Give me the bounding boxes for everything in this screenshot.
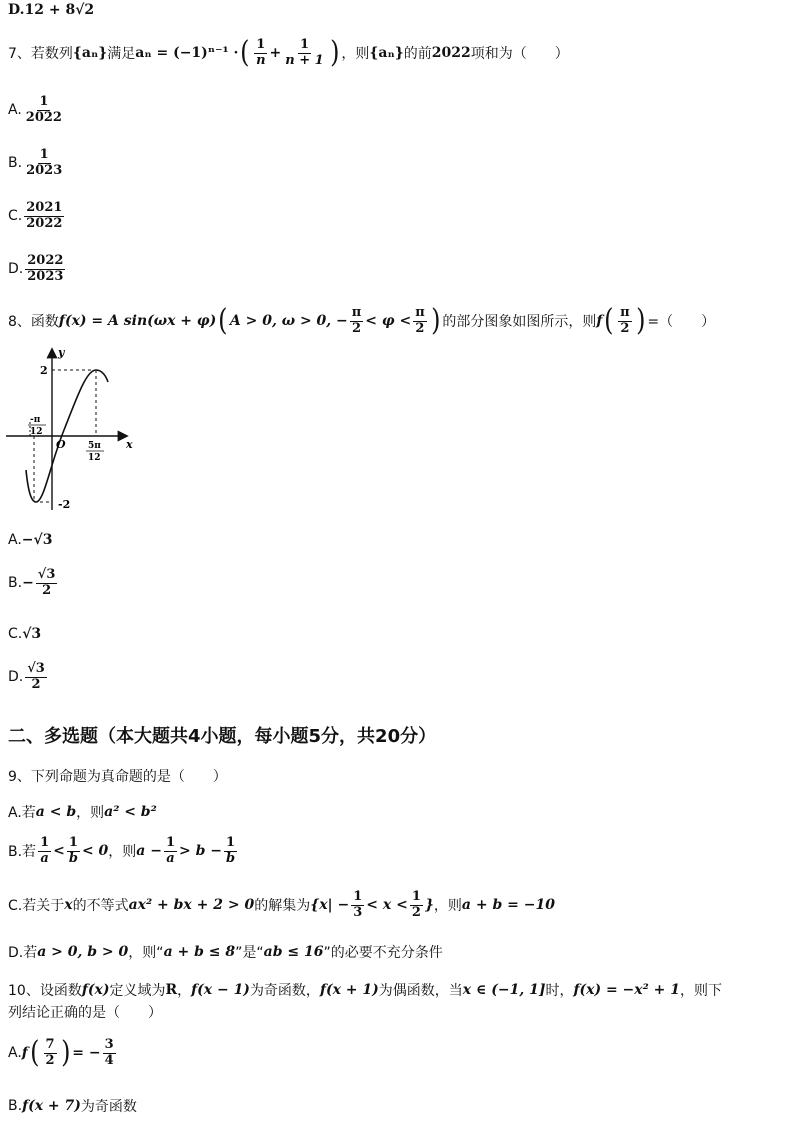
option-math: = − <box>72 1045 101 1062</box>
origin-label: O <box>56 438 66 451</box>
q9-option-d <box>8 942 443 962</box>
q8-number: 8、 <box>8 314 31 331</box>
q7-frac1 <box>254 38 267 69</box>
option-math: > b − <box>179 843 223 860</box>
frac-den: 2 <box>352 320 362 336</box>
option-sign: − <box>22 575 34 592</box>
q8-option-c <box>8 626 41 642</box>
option-text: 的解集为 <box>254 898 311 915</box>
q10-stem-line2 <box>8 1002 162 1022</box>
q8-option-d <box>8 662 49 693</box>
y-label: y <box>58 346 65 359</box>
option-label: B. <box>8 155 23 172</box>
frac-den: 2022 <box>26 215 63 231</box>
option-text: 的不等式 <box>72 898 129 915</box>
option-math: a + b ≤ 8 <box>163 944 236 960</box>
option-text: 为奇函数 <box>80 1099 137 1115</box>
q10-number: 10、 <box>8 983 40 999</box>
q10-text: 设函数 <box>39 983 82 999</box>
option-value: −√3 <box>21 532 53 548</box>
q8-text: =（ ） <box>647 314 716 331</box>
frac-num: 3 <box>104 1037 114 1052</box>
q8-frac-pi-2 <box>350 306 364 337</box>
q7-seq: {aₙ} <box>72 45 108 62</box>
q10-text: 列结论正确的是（ ） <box>8 1005 162 1021</box>
left-paren: ( <box>218 303 228 339</box>
option-math: {x| − <box>310 897 350 914</box>
frac-1-b <box>224 836 237 867</box>
frac-den: 2 <box>411 904 421 920</box>
option-text: ”的必要不充分条件 <box>323 945 443 961</box>
frac-den: 2 <box>31 676 41 692</box>
left-paren: ( <box>29 1035 40 1071</box>
frac-den: 2023 <box>26 162 63 178</box>
q7-option-b <box>8 148 66 179</box>
option-label: A. <box>8 102 22 119</box>
frac-num: 1 <box>39 94 49 109</box>
q8-condition: < φ < <box>365 313 412 330</box>
q7-option-a <box>8 95 66 126</box>
option-text: ，则 <box>433 898 462 915</box>
option-math: a² < b² <box>104 804 157 820</box>
option-math: ab ≤ 16 <box>263 944 324 960</box>
q6-option-d-text: D.12 + 8√2 <box>8 2 95 18</box>
frac-den: 2 <box>45 1052 55 1068</box>
frac-1-3 <box>351 890 364 921</box>
frac-num: 1 <box>256 37 266 52</box>
q8-condition: A > 0, ω > 0, − <box>229 313 348 330</box>
option-value: √3 <box>22 626 42 642</box>
option-label: B. <box>8 575 23 592</box>
option-label: B. <box>8 1098 23 1114</box>
option-label: D. <box>8 261 24 278</box>
q8-function: f(x) = A sin(ωx + φ) <box>58 313 217 330</box>
option-text: ，则 <box>108 844 137 861</box>
section-heading: 二、多选题（本大题共4小题，每小题5分，共20分） <box>8 726 437 747</box>
option-math: a + b = −10 <box>461 897 555 914</box>
option-label: A. <box>8 532 22 548</box>
option-label: A. <box>8 1045 22 1062</box>
q7-text: 若数列 <box>30 46 73 63</box>
frac-den: n + 1 <box>285 52 324 68</box>
q10-option-a <box>8 1035 118 1071</box>
frac-num: 7 <box>45 1037 55 1052</box>
q7-seq: {aₙ} <box>369 45 404 62</box>
q9-option-a <box>8 802 157 822</box>
q7-option-c <box>8 201 66 232</box>
option-text: ，则“ <box>128 945 164 961</box>
pos-tick-num: 5π <box>88 441 101 451</box>
q10-math: x ∈ (−1, 1] <box>462 982 546 998</box>
right-paren: ) <box>430 303 441 339</box>
frac-num: √3 <box>27 661 45 676</box>
q8-option-b <box>8 568 59 599</box>
frac-1-b <box>67 836 80 867</box>
frac-den: a <box>166 850 175 866</box>
option-label: C.若关于 <box>8 898 65 915</box>
frac-num: 1 <box>226 835 236 850</box>
pos-tick-den: 12 <box>88 453 101 463</box>
q8-frac-pi-2 <box>413 306 427 337</box>
q7-option-d <box>8 254 67 285</box>
option-text: ”是“ <box>235 945 264 961</box>
y-min-label: -2 <box>58 498 71 511</box>
q10-option-b <box>8 1096 137 1116</box>
option-text: ，则 <box>76 805 105 821</box>
frac-num: 1 <box>68 835 78 850</box>
q7-text: ，则 <box>341 46 370 63</box>
q8-text: 的部分图象如图所示，则 <box>442 314 597 331</box>
frac-1-a <box>164 836 177 867</box>
q8-stem <box>8 303 716 339</box>
neg-tick-num: -π <box>30 415 41 425</box>
frac-den: 2 <box>42 582 52 598</box>
q9-text: 下列命题为真命题的是（ ） <box>30 769 227 785</box>
option-label: A.若 <box>8 805 36 821</box>
frac-7-2 <box>44 1038 57 1069</box>
q10-text: 为偶函数，当 <box>378 983 463 999</box>
q8-text: 函数 <box>30 314 59 331</box>
q10-math: f(x) <box>81 982 110 998</box>
option-frac <box>25 254 65 285</box>
option-label: B.若 <box>8 844 37 861</box>
option-math: a < b <box>35 804 77 820</box>
frac-3-4 <box>103 1038 116 1069</box>
right-paren: ) <box>60 1035 71 1071</box>
frac-den: 3 <box>353 904 363 920</box>
y-max-label: 2 <box>40 364 48 377</box>
frac-num: π <box>620 305 630 320</box>
option-frac <box>24 148 64 179</box>
q8-option-a <box>8 532 52 548</box>
neg-tick-den: 12 <box>30 427 43 437</box>
option-label: D. <box>8 669 24 686</box>
option-label: D.若 <box>8 945 38 961</box>
q7-frac2 <box>283 38 325 69</box>
q6-option-d <box>8 2 94 18</box>
frac-num: 1 <box>353 889 363 904</box>
frac-den: a <box>40 850 49 866</box>
q10-text: ，则下 <box>679 983 722 999</box>
frac-num: 1 <box>165 835 176 850</box>
q8-f: f <box>596 313 603 330</box>
frac-num: 2021 <box>26 200 63 215</box>
q10-math: f(x − 1) <box>191 982 250 998</box>
q10-text: ， <box>177 983 192 999</box>
frac-den: 2 <box>415 320 425 336</box>
option-math: f(x + 7) <box>22 1098 81 1114</box>
option-label: C. <box>8 626 23 642</box>
q10-math: R <box>165 982 178 998</box>
q10-math: f(x) = −x² + 1 <box>573 982 680 998</box>
frac-num: √3 <box>37 567 56 582</box>
q9-option-b <box>8 836 239 867</box>
frac-num: 2022 <box>27 253 64 268</box>
q7-text: 的前 <box>403 46 432 63</box>
q10-text: 时， <box>545 983 574 999</box>
q7-text: 满足 <box>107 46 136 63</box>
frac-den: 2 <box>620 320 630 336</box>
x-label: x <box>126 438 133 451</box>
q7-formula: aₙ = (−1)ⁿ⁻¹ · <box>135 45 239 62</box>
frac-num: 1 <box>411 889 421 904</box>
frac-den: 2023 <box>27 268 64 284</box>
q10-stem-line1 <box>8 980 722 1000</box>
q9-stem <box>8 766 227 786</box>
option-math: a − <box>136 843 162 860</box>
frac-den: b <box>68 850 78 866</box>
option-math: < 0 <box>81 843 109 860</box>
frac-1-a <box>38 836 51 867</box>
q10-text: 为奇函数， <box>249 983 320 999</box>
plus-sign: + <box>269 45 282 62</box>
q7-number: 7、 <box>8 46 31 63</box>
option-frac <box>36 568 58 599</box>
option-frac <box>24 201 64 232</box>
frac-num: 1 <box>39 147 49 162</box>
option-math: ax² + bx + 2 > 0 <box>128 897 255 914</box>
left-paren: ( <box>604 303 614 339</box>
frac-num: π <box>415 305 425 320</box>
q8-sine-graph <box>4 340 144 520</box>
option-math: < x < <box>366 897 408 914</box>
frac-1-2 <box>410 890 423 921</box>
option-label: C. <box>8 208 23 225</box>
left-paren: ( <box>240 35 250 71</box>
frac-den: 4 <box>104 1052 114 1068</box>
option-math: < <box>53 843 65 860</box>
frac-num: 1 <box>40 835 50 850</box>
frac-num: 1 <box>299 37 309 52</box>
frac-num: π <box>351 305 362 320</box>
q10-text: 定义域为 <box>109 983 166 999</box>
frac-den: b <box>226 850 236 866</box>
q10-math: f(x + 1) <box>319 982 379 998</box>
q7-text: 项和为（ ） <box>470 46 569 63</box>
q7-count: 2022 <box>431 45 471 62</box>
q8-frac-pi-2 <box>618 306 632 337</box>
option-math: f <box>21 1045 28 1062</box>
q7-stem <box>8 35 569 71</box>
q9-option-c <box>8 890 555 921</box>
frac-den: 2022 <box>25 109 62 125</box>
q9-number: 9、 <box>8 769 31 785</box>
option-math: a > 0, b > 0 <box>37 944 129 960</box>
right-paren: ) <box>635 303 646 339</box>
option-frac <box>25 662 47 693</box>
frac-den: n <box>256 52 266 68</box>
option-math: x <box>64 897 73 914</box>
option-math: } <box>424 897 434 914</box>
option-frac <box>24 95 64 126</box>
right-paren: ) <box>329 35 340 71</box>
